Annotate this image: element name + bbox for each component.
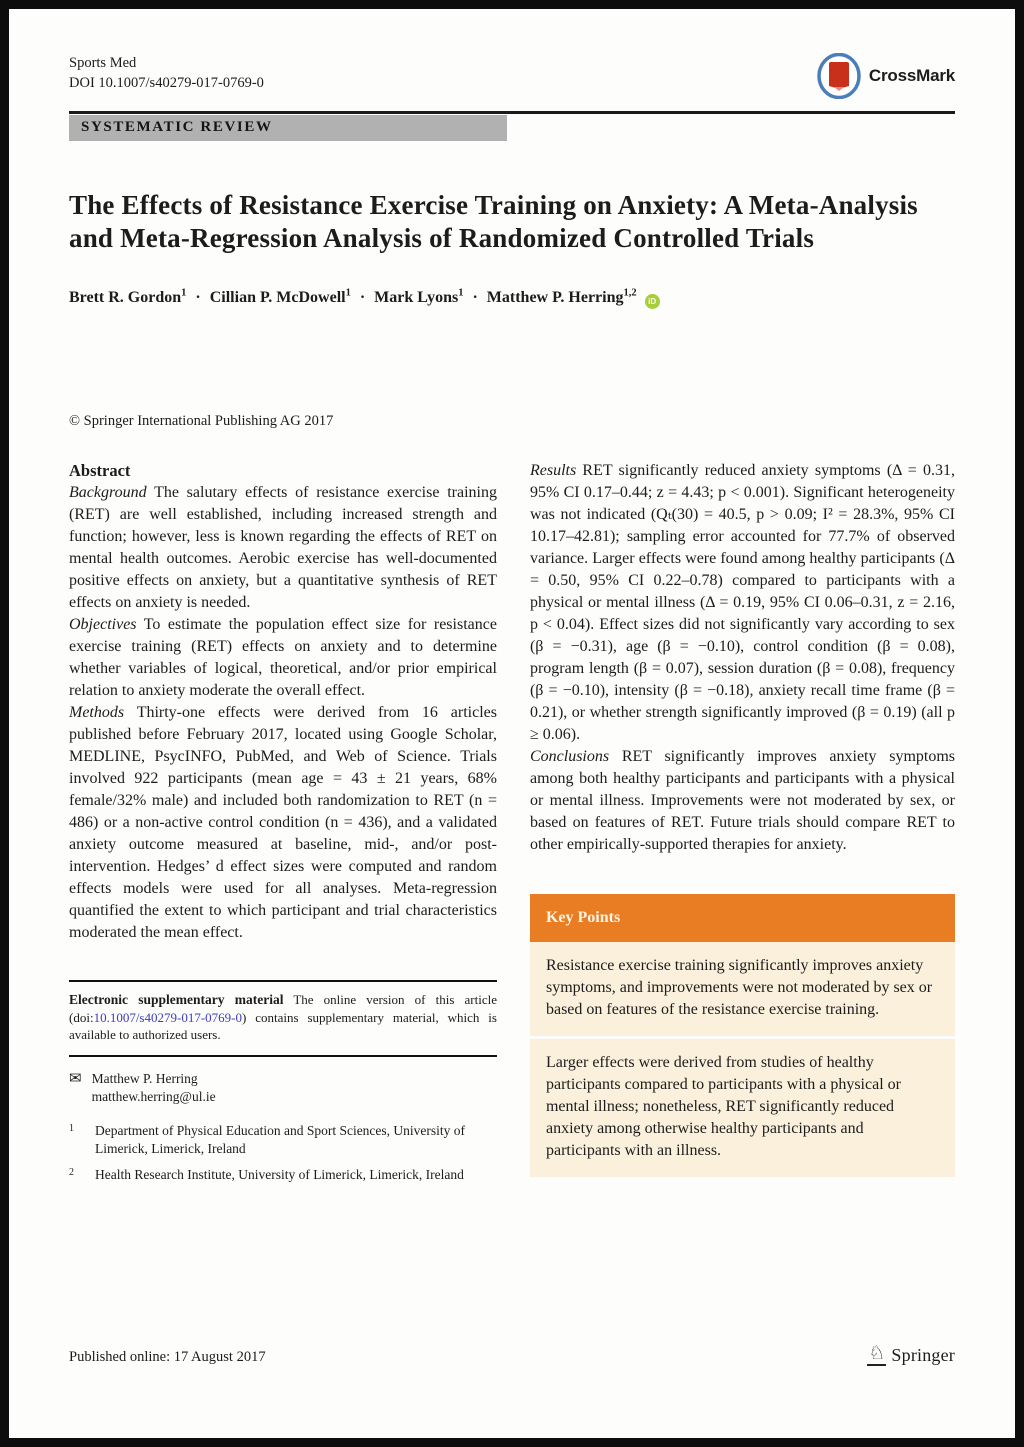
article-title: The Effects of Resistance Exercise Training on Anxiety: A Meta-Analysis and Meta-Regression Analysis of Randomized Controlled Trials bbox=[69, 190, 918, 253]
article-first-page bbox=[9, 9, 1015, 1438]
author: Mark Lyons$^1$ bbox=[374, 287, 464, 306]
page-footer bbox=[69, 1344, 955, 1366]
key-point-2: Larger effects were derived from studies of healthy participants compared to participants with a physical or mental illness; nonetheless, RET significantly reduced anxiety among otherwise healthy participants and participants with an illness. bbox=[530, 1036, 955, 1177]
key-points-heading: Key Points bbox=[530, 894, 955, 942]
author-line bbox=[69, 289, 955, 309]
doi-line: DOI 10.1007/s40279-017-0769-0 bbox=[69, 75, 264, 91]
published-online: Published online: 17 August 2017 bbox=[69, 1349, 266, 1365]
affiliation-2: 2 Health Research Institute, University of Limerick, Limerick, Ireland bbox=[69, 1166, 464, 1182]
journal-info bbox=[69, 53, 264, 93]
correspondence-name: Matthew P. Herring bbox=[91, 1070, 198, 1086]
key-points-body bbox=[530, 942, 955, 1177]
abstract-results: Results RET significantly reduced anxiety symptoms (Δ = 0.31, 95% CI 0.17–0.44; z = 4.43; p < 0.001). Significant heterogeneity was not indicated (Qₜ(30) = 40.5, p > 0.09; I² = 28.3%, 95% CI 10.17–42.81); sampling error accounted for 77.7% of observed variance. Larger effects were found among healthy participants (Δ = 0.50, 95% CI 0.22–0.78) compared to participants with a physical or mental illness (Δ = 0.19, 95% CI 0.06–0.31, z = 2.16, p < 0.04). Effect sizes did not significantly vary according to sex (β = −0.31), age (β = −0.10), control condition (β = 0.08), program length (β = 0.07), session duration (β = 0.08), frequency (β = −0.10), intensity (β = −0.18), anxiety recall time frame (β = 0.21), or whether strength significantly improved (β = 0.19) (all p ≥ 0.06). bbox=[529, 462, 955, 743]
author: Matthew P. Herring$^{1,2}$ bbox=[486, 287, 637, 306]
crossmark-label: CrossMark bbox=[868, 66, 955, 85]
two-column-body bbox=[69, 460, 955, 1192]
journal-name: Sports Med bbox=[69, 55, 137, 71]
supplementary-note: Electronic supplementary material The online version of this article (doi:10.1007/s40279-017-0769-0) contains supplementary material, which is available to authorized users. bbox=[69, 980, 497, 1057]
envelope-icon: ✉ bbox=[69, 1070, 82, 1087]
orcid-icon[interactable]: iD bbox=[645, 294, 660, 309]
abstract-methods: Methods Thirty-one effects were derived from 16 articles published before February 2017, located using Google Scholar, MEDLINE, PsycINFO, PubMed, and Web of Science. Trials involved 922 participants (mean age = 43 ± 21 years, 68% female/32% male) and included both randomization to RET (n = 486) or a non-active control condition (n = 436), and a validated anxiety outcome measured at baseline, mid-, and/or post-intervention. Hedges’ d effect sizes were computed and random effects models were used for all analyses. Meta-regression quantified the extent to which participant and trial characteristics moderated the mean effect. bbox=[69, 704, 497, 941]
abstract-objectives: Objectives To estimate the population effect size for resistance exercise training (RET) effects on anxiety and to determine whether variables of logical, theoretical, and/or prior empirical relation to anxiety moderate the overall effect. bbox=[69, 616, 497, 699]
correspondence-block bbox=[69, 1070, 497, 1106]
author: Cillian P. McDowell$^1$ bbox=[209, 287, 351, 306]
abstract-conclusions: Conclusions RET significantly improves anxiety symptoms among both healthy participants and participants with a physical or mental illness. Improvements were not moderated by sex, or based on features of RET. Future trials should compare RET to other empirically-supported therapies for anxiety. bbox=[529, 748, 956, 853]
right-column bbox=[530, 460, 955, 1192]
esm-label: Electronic supplementary material bbox=[69, 992, 284, 1007]
springer-horse-icon: ♘ bbox=[868, 1343, 886, 1364]
crossmark-icon bbox=[816, 53, 862, 99]
author: Brett R. Gordon$^1$ bbox=[69, 287, 187, 306]
left-column bbox=[69, 460, 497, 1192]
author-separator: · bbox=[195, 289, 201, 306]
correspondence-email[interactable]: matthew.herring@ul.ie bbox=[91, 1088, 216, 1104]
author-separator: · bbox=[359, 289, 366, 306]
springer-label: Springer bbox=[891, 1344, 955, 1365]
abstract-heading: Abstract bbox=[69, 461, 131, 480]
article-type-banner: SYSTEMATIC REVIEW bbox=[69, 115, 507, 141]
abstract-background: Background The salutary effects of resistance exercise training (RET) are well established, including increased strength and function; however, less is known regarding the effects of RET on mental health outcomes. Aerobic exercise has well-documented positive effects on anxiety, but a quantitative synthesis of RET effects on anxiety is needed. bbox=[69, 484, 497, 611]
doi-link[interactable]: 10.1007/s40279-017-0769-0 bbox=[93, 1009, 242, 1025]
header-rule bbox=[69, 111, 955, 114]
copyright-line: © Springer International Publishing AG 2017 bbox=[69, 413, 334, 429]
author-separator: · bbox=[472, 289, 478, 306]
key-point-1: Resistance exercise training significantly improves anxiety symptoms, and improvements were not moderated by sex or based on features of the resistance exercise training. bbox=[545, 957, 933, 1018]
crossmark-badge[interactable] bbox=[816, 53, 955, 99]
springer-logo bbox=[867, 1344, 955, 1366]
affiliation-1: 1 Department of Physical Education and Sport Sciences, University of Limerick, Limerick, Ireland bbox=[69, 1122, 466, 1156]
key-points-box bbox=[530, 894, 955, 1177]
affiliations bbox=[69, 1122, 497, 1184]
journal-header bbox=[69, 53, 955, 99]
